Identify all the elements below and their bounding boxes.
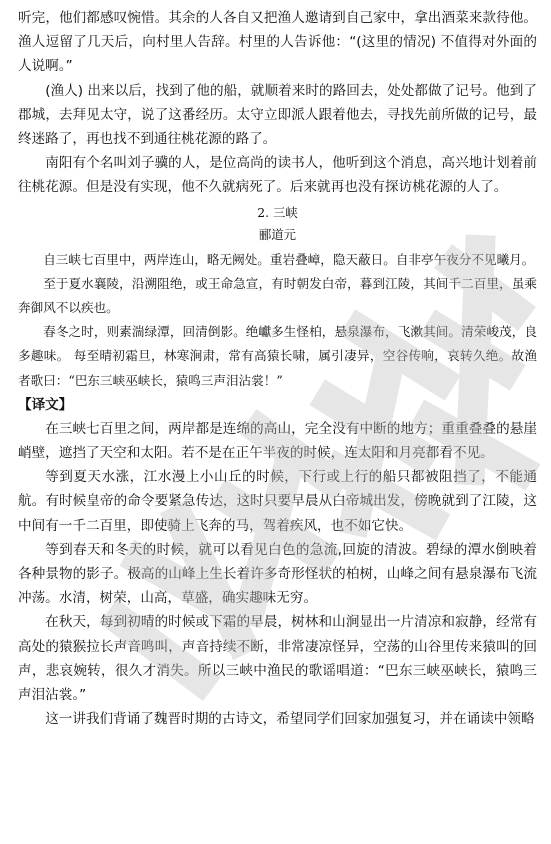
section-title: 2. 三峡	[257, 204, 298, 220]
paragraph-liu-ziji: 南阳有个名叫刘子骥的人，是位高尚的读书人，他听到这个消息，高兴地计划着前往桃花源。但是没有实现，他不久就病死了。后来就再也没有探访桃花源的人了。	[18, 155, 537, 196]
classical-paragraph-2: 至于夏水襄陵，沿溯阻绝，或王命急宣，有时朝发白帝，暮到江陵，其间千二百里，虽乘奔御风不以疾也。	[18, 275, 537, 316]
classical-paragraph-3: 春冬之时，则素湍绿潭，回清倒影。绝巘多生怪柏，悬泉瀑布，飞漱其间。清荣峻茂，良多趣味。 每至晴初霜旦，林寒涧肃，常有高猿长啸，属引凄异，空谷传响，哀转久绝。故渔者歌曰：“巴东三峡巫峡长，猿鸣三声泪沾裳！”	[18, 324, 537, 388]
classical-paragraph-1: 自三峡七百里中，两岸连山，略无阙处。重岩叠嶂，隐天蔽日。自非亭午夜分不见曦月。	[43, 251, 535, 267]
translation-paragraph-1: 在三峡七百里之间，两岸都是连绵的高山，完全没有中断的地方；重重叠叠的悬崖峭壁，遮挡了天空和太阳。若不是在正午半夜的时候，连太阳和月亮都看不见。	[18, 420, 537, 462]
author-name: 郦道元	[258, 226, 297, 242]
translation-paragraph-3: 等到春天和冬天的时候，就可以看见白色的急流,回旋的清波。碧绿的潭水倒映着各种景物的影子。极高的山峰上生长着许多奇形怪状的柏树，山峰之间有悬泉瀑布飞流冲荡。水清，树荣，山高，草盛，确实趣味无穷。	[18, 541, 537, 607]
translation-paragraph-4: 在秋天，每到初晴的时候或下霜的早晨，树林和山涧显出一片清凉和寂静，经常有高处的猿猴拉长声音鸣叫，声音持续不断，非常凄凉怪异，空荡的山谷里传来猿叫的回声，悲哀婉转，很久才消失。所以三峡中渔民的歌谣唱道：“巴东三峡巫峡长，猿鸣三声泪沾裳。”	[18, 614, 537, 704]
closing-paragraph: 这一讲我们背诵了魏晋时期的古诗文，希望同学们回家加强复习，并在诵读中领略	[45, 711, 535, 728]
translation-label: 【译文】	[18, 396, 73, 413]
paragraph-fisherman-return: (渔人) 出来以后，找到了他的船，就顺着来时的路回去，处处都做了记号。他到了郡城，去拜见太守，说了这番经历。太守立即派人跟着他去，寻找先前所做的记号，最终迷路了，再也找不到通往桃花源的路了。	[18, 82, 537, 148]
translation-paragraph-2: 等到夏天水涨，江水漫上小山丘的时候，下行或上行的船只都被阻挡了，不能通航。有时候皇帝的命令要紧急传达，这时只要早晨从白帝城出发，傍晚就到了江陵，这中间有一千二百里，即使骑上飞奔的马，驾着疾风，也不如它快。	[18, 469, 537, 534]
paragraph-fisherman-farewell: 听完，他们都感叹惋惜。其余的人各自又把渔人邀请到自己家中，拿出酒菜来款待他。渔人逗留了几天后，向村里人告辞。村里的人告诉他：“(这里的情况) 不值得对外面的人说啊。”	[18, 10, 537, 75]
